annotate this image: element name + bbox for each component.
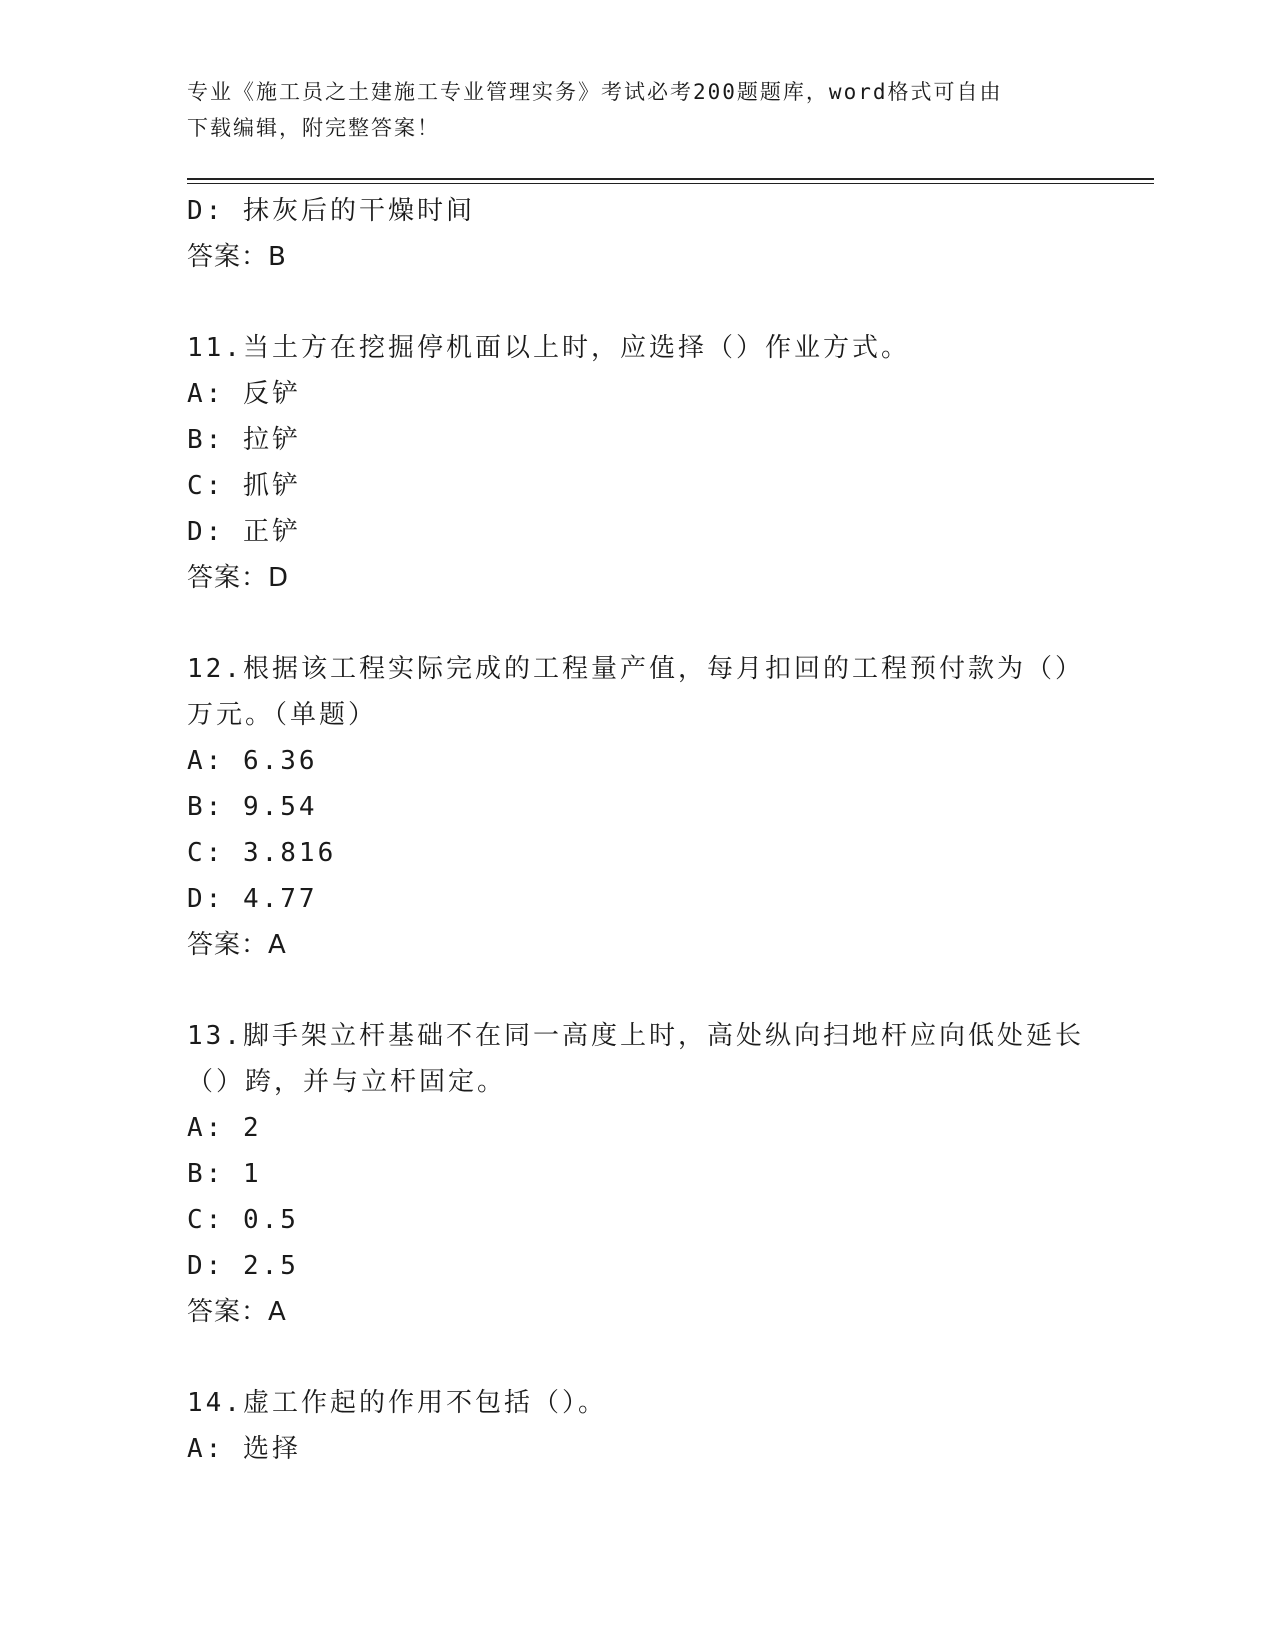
document-header xyxy=(187,74,1067,146)
question-13 xyxy=(187,1013,1087,1335)
question-stem: 11.当土方在挖掘停机面以上时，应选择（）作业方式。 xyxy=(187,333,910,363)
header-rule-thick xyxy=(187,178,1154,180)
question-stem-line-1: 13.脚手架立杆基础不在同一高度上时，高处纵向扫地杆应向低处延长 xyxy=(187,1021,1084,1051)
header-line-1: 专业《施工员之土建施工专业管理实务》考试必考200题题库，word格式可自由 xyxy=(187,80,1003,104)
option-b: B: 1 xyxy=(187,1159,262,1189)
option-d: D: 4.77 xyxy=(187,884,318,914)
answer-line: 答案：D xyxy=(187,563,290,593)
answer-line: 答案：B xyxy=(187,242,287,272)
question-stem-line-2: （）跨，并与立杆固定。 xyxy=(187,1067,507,1097)
question-14 xyxy=(187,1380,1087,1472)
question-10-tail xyxy=(187,188,1087,280)
question-stem-line-2: 万元。（单题） xyxy=(187,700,378,730)
answer-line: 答案：A xyxy=(187,930,287,960)
spacer xyxy=(187,1335,1087,1380)
option-b: B: 拉铲 xyxy=(187,425,301,455)
option-a: A: 6.36 xyxy=(187,746,318,776)
option-a: A: 选择 xyxy=(187,1434,301,1464)
question-stem: 14.虚工作起的作用不包括（）。 xyxy=(187,1388,607,1418)
spacer xyxy=(187,968,1087,1013)
option-c: C: 抓铲 xyxy=(187,471,301,501)
spacer xyxy=(187,280,1087,325)
option-a: A: 2 xyxy=(187,1113,262,1143)
option-c: C: 3.816 xyxy=(187,838,337,868)
question-content xyxy=(187,188,1087,1472)
header-line-2: 下载编辑，附完整答案！ xyxy=(187,116,440,140)
question-12 xyxy=(187,646,1087,968)
question-stem-line-1: 12.根据该工程实际完成的工程量产值，每月扣回的工程预付款为（） xyxy=(187,654,1084,684)
option-d: D: 抹灰后的干燥时间 xyxy=(187,196,475,226)
option-b: B: 9.54 xyxy=(187,792,318,822)
option-a: A: 反铲 xyxy=(187,379,301,409)
spacer xyxy=(187,601,1087,646)
question-11 xyxy=(187,325,1087,601)
header-rule-thin xyxy=(187,183,1154,184)
option-c: C: 0.5 xyxy=(187,1205,299,1235)
option-d: D: 2.5 xyxy=(187,1251,299,1281)
answer-line: 答案：A xyxy=(187,1297,287,1327)
option-d: D: 正铲 xyxy=(187,517,301,547)
